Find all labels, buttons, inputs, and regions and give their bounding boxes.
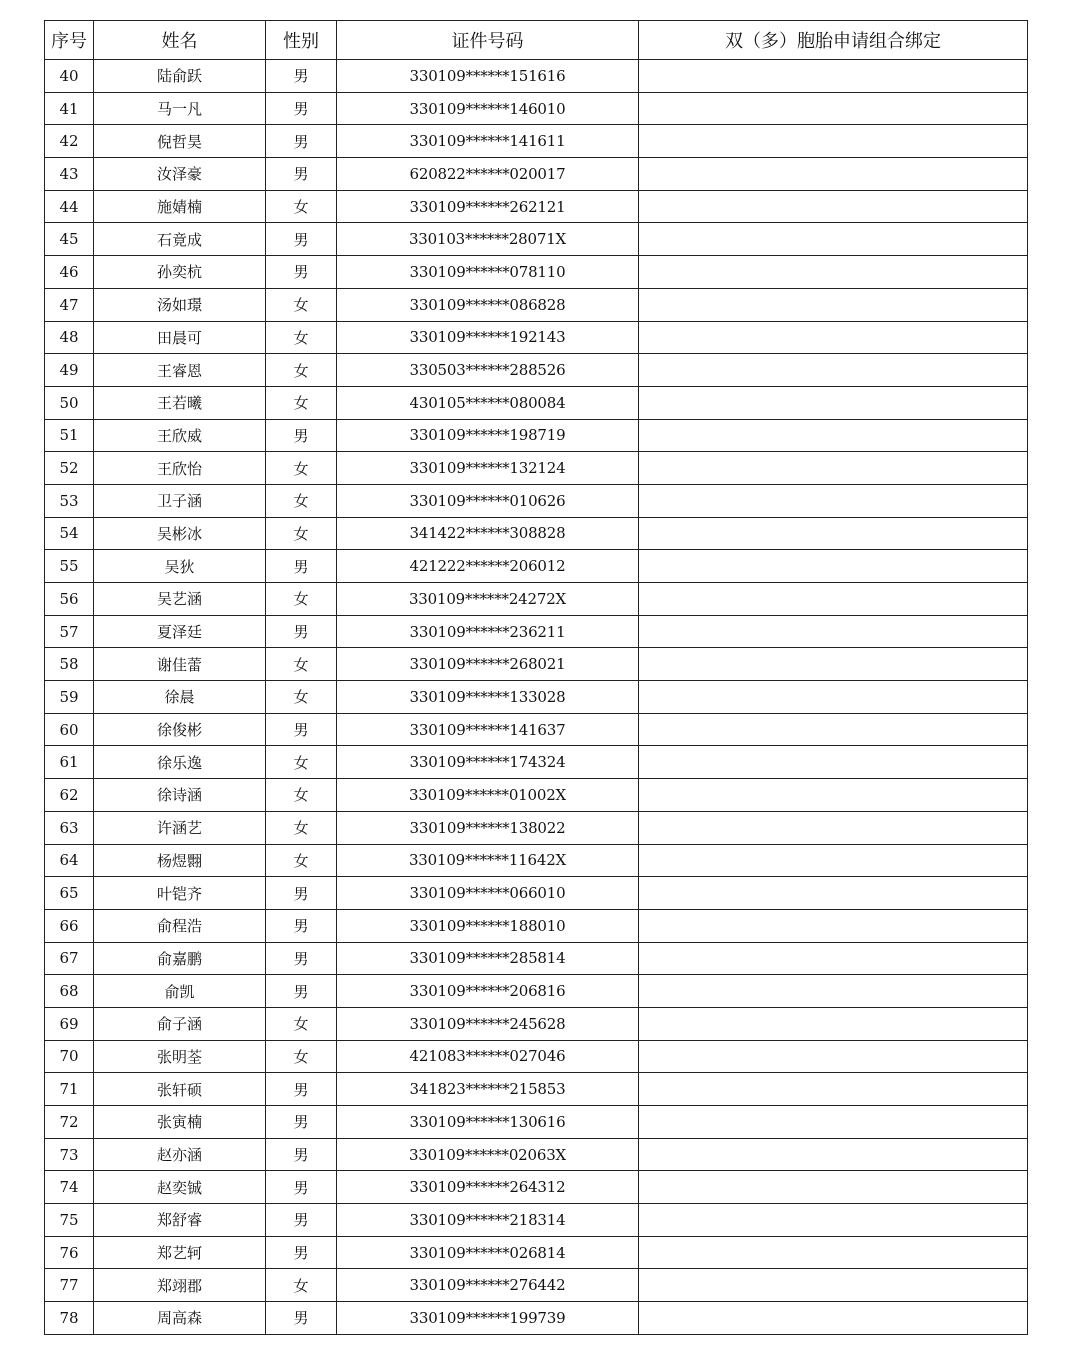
cell-seq: 56 <box>45 583 94 616</box>
cell-twin-binding <box>639 550 1028 583</box>
table-row <box>45 877 1028 910</box>
cell-twin-binding <box>639 321 1028 354</box>
cell-twin-binding <box>639 92 1028 125</box>
cell-id: 330109******262121 <box>337 190 639 223</box>
cell-gender: 男 <box>266 1073 337 1106</box>
cell-seq: 54 <box>45 517 94 550</box>
cell-id: 330109******264312 <box>337 1171 639 1204</box>
cell-id: 341823******215853 <box>337 1073 639 1106</box>
cell-gender: 男 <box>266 975 337 1008</box>
cell-twin-binding <box>639 1204 1028 1237</box>
table-row <box>45 256 1028 289</box>
cell-twin-binding <box>639 60 1028 93</box>
table-row <box>45 1138 1028 1171</box>
cell-name: 王欣威 <box>94 419 266 452</box>
table-row <box>45 583 1028 616</box>
cell-seq: 49 <box>45 354 94 387</box>
cell-name: 谢佳蕾 <box>94 648 266 681</box>
cell-name: 石竟成 <box>94 223 266 256</box>
table-row <box>45 779 1028 812</box>
cell-id: 330109******01002X <box>337 779 639 812</box>
cell-id: 330503******288526 <box>337 354 639 387</box>
table-row <box>45 190 1028 223</box>
cell-id: 330109******11642X <box>337 844 639 877</box>
table-row <box>45 484 1028 517</box>
cell-id: 330109******151616 <box>337 60 639 93</box>
cell-id: 330109******206816 <box>337 975 639 1008</box>
cell-gender: 男 <box>266 60 337 93</box>
cell-twin-binding <box>639 746 1028 779</box>
cell-twin-binding <box>639 1269 1028 1302</box>
table-row <box>45 1269 1028 1302</box>
cell-seq: 52 <box>45 452 94 485</box>
cell-twin-binding <box>639 615 1028 648</box>
cell-id: 421222******206012 <box>337 550 639 583</box>
cell-twin-binding <box>639 811 1028 844</box>
table-row <box>45 1204 1028 1237</box>
cell-name: 施婧楠 <box>94 190 266 223</box>
table-header-row <box>45 21 1028 60</box>
cell-gender: 男 <box>266 1106 337 1139</box>
cell-seq: 62 <box>45 779 94 812</box>
cell-gender: 女 <box>266 1269 337 1302</box>
cell-name: 周高森 <box>94 1302 266 1335</box>
cell-name: 张明荃 <box>94 1040 266 1073</box>
cell-seq: 72 <box>45 1106 94 1139</box>
cell-gender: 男 <box>266 92 337 125</box>
cell-gender: 女 <box>266 746 337 779</box>
table-row <box>45 615 1028 648</box>
cell-seq: 48 <box>45 321 94 354</box>
cell-gender: 男 <box>266 256 337 289</box>
table-row <box>45 942 1028 975</box>
cell-gender: 男 <box>266 909 337 942</box>
cell-gender: 女 <box>266 779 337 812</box>
cell-gender: 男 <box>266 125 337 158</box>
cell-gender: 男 <box>266 1302 337 1335</box>
cell-id: 330109******268021 <box>337 648 639 681</box>
cell-twin-binding <box>639 223 1028 256</box>
cell-twin-binding <box>639 1138 1028 1171</box>
cell-id: 330109******285814 <box>337 942 639 975</box>
table-row <box>45 158 1028 191</box>
cell-id: 330109******245628 <box>337 1007 639 1040</box>
table-row <box>45 1171 1028 1204</box>
cell-twin-binding <box>639 942 1028 975</box>
cell-name: 马一凡 <box>94 92 266 125</box>
table-row <box>45 92 1028 125</box>
cell-name: 王欣怡 <box>94 452 266 485</box>
cell-id: 330109******141637 <box>337 713 639 746</box>
table-row <box>45 223 1028 256</box>
cell-gender: 女 <box>266 648 337 681</box>
table-row <box>45 746 1028 779</box>
cell-name: 郑舒睿 <box>94 1204 266 1237</box>
cell-gender: 男 <box>266 419 337 452</box>
cell-name: 汤如璟 <box>94 288 266 321</box>
cell-twin-binding <box>639 419 1028 452</box>
table-row <box>45 517 1028 550</box>
cell-seq: 59 <box>45 681 94 714</box>
cell-gender: 女 <box>266 354 337 387</box>
cell-twin-binding <box>639 681 1028 714</box>
cell-gender: 女 <box>266 517 337 550</box>
student-roster-table <box>44 20 1028 1335</box>
cell-id: 330109******133028 <box>337 681 639 714</box>
cell-seq: 63 <box>45 811 94 844</box>
cell-gender: 男 <box>266 1138 337 1171</box>
header-seq: 序号 <box>45 21 94 60</box>
cell-id: 330109******24272X <box>337 583 639 616</box>
cell-name: 赵亦涵 <box>94 1138 266 1171</box>
cell-id: 330109******198719 <box>337 419 639 452</box>
cell-gender: 男 <box>266 1204 337 1237</box>
cell-seq: 53 <box>45 484 94 517</box>
cell-seq: 73 <box>45 1138 94 1171</box>
cell-seq: 46 <box>45 256 94 289</box>
cell-name: 俞程浩 <box>94 909 266 942</box>
cell-id: 341422******308828 <box>337 517 639 550</box>
cell-id: 330109******078110 <box>337 256 639 289</box>
cell-gender: 男 <box>266 1236 337 1269</box>
cell-gender: 男 <box>266 550 337 583</box>
table-row <box>45 1073 1028 1106</box>
cell-id: 330109******146010 <box>337 92 639 125</box>
cell-twin-binding <box>639 909 1028 942</box>
cell-twin-binding <box>639 1040 1028 1073</box>
cell-seq: 76 <box>45 1236 94 1269</box>
cell-id: 330109******066010 <box>337 877 639 910</box>
header-gender: 性别 <box>266 21 337 60</box>
table-row <box>45 419 1028 452</box>
cell-seq: 51 <box>45 419 94 452</box>
cell-gender: 女 <box>266 844 337 877</box>
cell-name: 王若曦 <box>94 386 266 419</box>
cell-gender: 女 <box>266 1040 337 1073</box>
cell-id: 330109******026814 <box>337 1236 639 1269</box>
cell-gender: 女 <box>266 452 337 485</box>
cell-seq: 41 <box>45 92 94 125</box>
cell-twin-binding <box>639 288 1028 321</box>
header-name: 姓名 <box>94 21 266 60</box>
cell-gender: 女 <box>266 1007 337 1040</box>
cell-name: 吴艺涵 <box>94 583 266 616</box>
cell-seq: 43 <box>45 158 94 191</box>
document-page <box>44 20 1027 1335</box>
cell-seq: 74 <box>45 1171 94 1204</box>
cell-id: 330109******218314 <box>337 1204 639 1237</box>
table-row <box>45 975 1028 1008</box>
cell-id: 330109******138022 <box>337 811 639 844</box>
cell-twin-binding <box>639 125 1028 158</box>
cell-id: 330109******02063X <box>337 1138 639 1171</box>
cell-name: 徐乐逸 <box>94 746 266 779</box>
cell-name: 赵奕铖 <box>94 1171 266 1204</box>
cell-id: 330103******28071X <box>337 223 639 256</box>
cell-name: 吴狄 <box>94 550 266 583</box>
cell-seq: 69 <box>45 1007 94 1040</box>
table-row <box>45 648 1028 681</box>
cell-name: 徐俊彬 <box>94 713 266 746</box>
cell-seq: 55 <box>45 550 94 583</box>
cell-twin-binding <box>639 190 1028 223</box>
cell-seq: 42 <box>45 125 94 158</box>
cell-name: 汝泽豪 <box>94 158 266 191</box>
cell-name: 王睿恩 <box>94 354 266 387</box>
cell-name: 郑艺轲 <box>94 1236 266 1269</box>
cell-seq: 50 <box>45 386 94 419</box>
table-row <box>45 550 1028 583</box>
cell-name: 卫子涵 <box>94 484 266 517</box>
cell-name: 俞嘉鹏 <box>94 942 266 975</box>
cell-gender: 女 <box>266 681 337 714</box>
table-row <box>45 811 1028 844</box>
cell-name: 陆俞跃 <box>94 60 266 93</box>
cell-twin-binding <box>639 1171 1028 1204</box>
cell-gender: 男 <box>266 223 337 256</box>
cell-gender: 男 <box>266 615 337 648</box>
cell-gender: 男 <box>266 942 337 975</box>
cell-gender: 女 <box>266 321 337 354</box>
table-row <box>45 909 1028 942</box>
cell-twin-binding <box>639 354 1028 387</box>
cell-seq: 70 <box>45 1040 94 1073</box>
cell-id: 330109******188010 <box>337 909 639 942</box>
cell-id: 330109******276442 <box>337 1269 639 1302</box>
cell-twin-binding <box>639 844 1028 877</box>
cell-seq: 60 <box>45 713 94 746</box>
cell-id: 330109******132124 <box>337 452 639 485</box>
cell-twin-binding <box>639 1302 1028 1335</box>
cell-name: 夏泽廷 <box>94 615 266 648</box>
cell-id: 330109******010626 <box>337 484 639 517</box>
table-row <box>45 1236 1028 1269</box>
cell-name: 俞子涵 <box>94 1007 266 1040</box>
cell-gender: 女 <box>266 288 337 321</box>
cell-seq: 75 <box>45 1204 94 1237</box>
cell-gender: 男 <box>266 1171 337 1204</box>
table-row <box>45 386 1028 419</box>
cell-seq: 78 <box>45 1302 94 1335</box>
table-row <box>45 60 1028 93</box>
cell-gender: 女 <box>266 484 337 517</box>
cell-name: 许涵艺 <box>94 811 266 844</box>
cell-seq: 77 <box>45 1269 94 1302</box>
cell-name: 郑翊郡 <box>94 1269 266 1302</box>
cell-name: 倪哲昊 <box>94 125 266 158</box>
cell-seq: 45 <box>45 223 94 256</box>
cell-id: 330109******236211 <box>337 615 639 648</box>
cell-twin-binding <box>639 713 1028 746</box>
cell-id: 430105******080084 <box>337 386 639 419</box>
cell-id: 330109******086828 <box>337 288 639 321</box>
cell-id: 330109******199739 <box>337 1302 639 1335</box>
cell-seq: 58 <box>45 648 94 681</box>
cell-id: 330109******141611 <box>337 125 639 158</box>
cell-name: 叶铠齐 <box>94 877 266 910</box>
cell-twin-binding <box>639 1007 1028 1040</box>
cell-name: 徐晨 <box>94 681 266 714</box>
cell-twin-binding <box>639 386 1028 419</box>
table-row <box>45 1007 1028 1040</box>
cell-id: 421083******027046 <box>337 1040 639 1073</box>
cell-twin-binding <box>639 583 1028 616</box>
table-row <box>45 844 1028 877</box>
cell-twin-binding <box>639 877 1028 910</box>
cell-gender: 女 <box>266 190 337 223</box>
cell-name: 田晨可 <box>94 321 266 354</box>
cell-seq: 47 <box>45 288 94 321</box>
cell-twin-binding <box>639 975 1028 1008</box>
table-row <box>45 681 1028 714</box>
cell-gender: 女 <box>266 811 337 844</box>
cell-twin-binding <box>639 1236 1028 1269</box>
cell-name: 吴彬冰 <box>94 517 266 550</box>
table-row <box>45 1302 1028 1335</box>
cell-twin-binding <box>639 1073 1028 1106</box>
cell-twin-binding <box>639 256 1028 289</box>
cell-seq: 57 <box>45 615 94 648</box>
cell-id: 330109******174324 <box>337 746 639 779</box>
cell-twin-binding <box>639 779 1028 812</box>
cell-gender: 男 <box>266 877 337 910</box>
cell-twin-binding <box>639 484 1028 517</box>
cell-name: 杨煜翾 <box>94 844 266 877</box>
cell-seq: 71 <box>45 1073 94 1106</box>
cell-twin-binding <box>639 648 1028 681</box>
cell-gender: 女 <box>266 583 337 616</box>
table-row <box>45 321 1028 354</box>
table-row <box>45 452 1028 485</box>
cell-twin-binding <box>639 517 1028 550</box>
cell-gender: 女 <box>266 386 337 419</box>
cell-id: 330109******130616 <box>337 1106 639 1139</box>
cell-twin-binding <box>639 452 1028 485</box>
table-row <box>45 288 1028 321</box>
cell-seq: 66 <box>45 909 94 942</box>
cell-seq: 44 <box>45 190 94 223</box>
header-twin-binding: 双（多）胞胎申请组合绑定 <box>639 21 1028 60</box>
cell-name: 孙奕杭 <box>94 256 266 289</box>
cell-twin-binding <box>639 1106 1028 1139</box>
cell-name: 俞凯 <box>94 975 266 1008</box>
cell-seq: 40 <box>45 60 94 93</box>
table-row <box>45 125 1028 158</box>
table-row <box>45 713 1028 746</box>
cell-twin-binding <box>639 158 1028 191</box>
table-row <box>45 1040 1028 1073</box>
header-id-number: 证件号码 <box>337 21 639 60</box>
cell-id: 330109******192143 <box>337 321 639 354</box>
table-row <box>45 1106 1028 1139</box>
cell-seq: 64 <box>45 844 94 877</box>
table-row <box>45 354 1028 387</box>
table-body <box>45 60 1028 1335</box>
cell-name: 张轩硕 <box>94 1073 266 1106</box>
cell-id: 620822******020017 <box>337 158 639 191</box>
cell-seq: 67 <box>45 942 94 975</box>
cell-gender: 男 <box>266 158 337 191</box>
cell-seq: 61 <box>45 746 94 779</box>
cell-gender: 男 <box>266 713 337 746</box>
cell-name: 徐诗涵 <box>94 779 266 812</box>
cell-name: 张寅楠 <box>94 1106 266 1139</box>
cell-seq: 68 <box>45 975 94 1008</box>
cell-seq: 65 <box>45 877 94 910</box>
